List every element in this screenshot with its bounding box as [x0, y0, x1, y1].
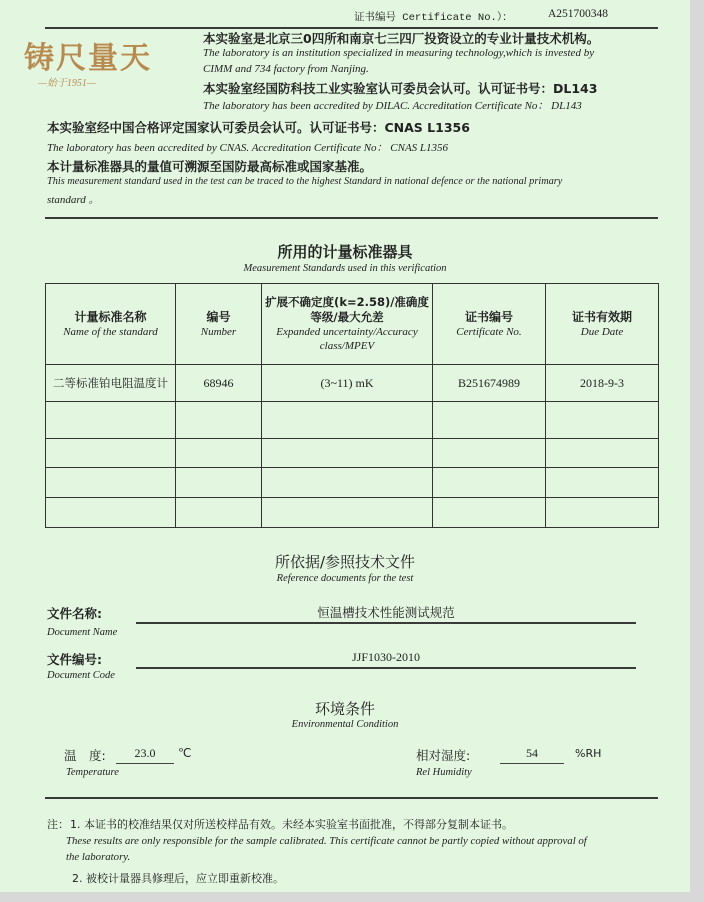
- cell-due-date: [546, 498, 659, 528]
- cell-number: [176, 468, 262, 498]
- cell-standard-name: [46, 439, 176, 468]
- cell-uncertainty: (3~11) mK: [262, 365, 433, 402]
- column-header-number: 编号 Number: [176, 284, 262, 365]
- document-name-underline: [136, 622, 636, 624]
- cell-number: [176, 402, 262, 439]
- table-row: [46, 439, 659, 468]
- temperature-underline: [116, 763, 174, 764]
- cell-due-date: [546, 439, 659, 468]
- environment-divider: [45, 797, 658, 799]
- column-header-name: 计量标准名称 Name of the standard: [46, 284, 176, 365]
- intro-line1-en-b: CIMM and 734 factory from Nanjing.: [203, 63, 369, 75]
- note1-en-a: These results are only responsible for the sample calibrated. This certificate cannot be partly copied without approval of: [66, 835, 587, 847]
- column-header-certificate-no: 证书编号 Certificate No.: [433, 284, 546, 365]
- cell-certificate-no: [433, 402, 546, 439]
- cell-certificate-no: B251674989: [433, 365, 546, 402]
- humidity-unit: %RH: [575, 747, 602, 760]
- intro-line1-cn: 本实验室是北京三0四所和南京七三四厂投资设立的专业计量技术机构。: [203, 31, 600, 46]
- intro-line2-cn: 本实验室经国防科技工业实验室认可委员会认可。认可证书号：DL143: [203, 81, 598, 96]
- cell-certificate-no: [433, 468, 546, 498]
- document-name-label-en: Document Name: [47, 627, 118, 638]
- cell-due-date: 2018-9-3: [546, 365, 659, 402]
- temperature-value: 23.0: [134, 746, 156, 760]
- cell-number: [176, 498, 262, 528]
- standards-title-cn: 所用的计量标准器具: [277, 243, 413, 261]
- column-header-uncertainty: 扩展不确定度(k=2.58)/准确度等级/最大允差 Expanded uncertainty/Accuracy class/MPEV: [262, 284, 433, 365]
- standards-table: [45, 283, 659, 528]
- cell-standard-name: [46, 498, 176, 528]
- intro-line1-en-a: The laboratory is an institution specialized in measuring technology,which is invested by: [203, 47, 595, 59]
- humidity-label-en: Rel Humidity: [416, 767, 472, 778]
- temperature-label-cn: 温 度:: [64, 748, 106, 763]
- intro-line4-en-a: This measurement standard used in the test can be traced to the highest Standard in national defence or the national primary: [47, 176, 563, 187]
- cell-due-date: [546, 402, 659, 439]
- cell-certificate-no: [433, 439, 546, 468]
- humidity-value: 54: [526, 746, 538, 760]
- standards-title-en: Measurement Standards used in this verification: [243, 263, 447, 274]
- temperature-label-en: Temperature: [66, 767, 119, 778]
- table-row: [46, 498, 659, 528]
- environment-title-cn: 环境条件: [314, 700, 375, 718]
- note2-cn: 2. 被校计量器具修理后，应立即重新校准。: [72, 872, 284, 885]
- cell-number: 68946: [176, 365, 262, 402]
- intro-divider: [45, 217, 658, 219]
- cell-standard-name: [46, 402, 176, 439]
- certificate-number-value: A251700348: [548, 8, 609, 20]
- cell-standard-name: [46, 468, 176, 498]
- reference-title-cn: 所依据/参照技术文件: [274, 553, 416, 571]
- humidity-label-cn: 相对湿度:: [416, 748, 471, 763]
- document-code-underline: [136, 667, 636, 669]
- intro-line3-en: The laboratory has been accredited by CNAS. Accreditation Certificate No： CNAS L1356: [47, 142, 449, 154]
- document-code-label-en: Document Code: [47, 670, 115, 681]
- table-row: [46, 468, 659, 498]
- note1-en-b: the laboratory.: [66, 851, 131, 863]
- intro-line3-cn: 本实验室经中国合格评定国家认可委员会认可。认可证书号：CNAS L1356: [47, 120, 470, 135]
- certificate-number-label: 证书编号 Certificate No.）：: [354, 12, 513, 24]
- column-header-due-date: 证书有效期 Due Date: [546, 284, 659, 365]
- table-row: [46, 365, 659, 402]
- cell-uncertainty: [262, 402, 433, 439]
- humidity-underline: [500, 763, 564, 764]
- document-code-label-cn: 文件编号:: [47, 652, 102, 667]
- cell-uncertainty: [262, 439, 433, 468]
- intro-line2-en: The laboratory has been accredited by DILAC. Accreditation Certificate No： DL143: [203, 100, 582, 112]
- table-row: [46, 402, 659, 439]
- reference-title-en: Reference documents for the test: [276, 573, 414, 584]
- company-logo-subtitle: —始于1951—: [38, 78, 96, 89]
- document-code-value: JJF1030-2010: [351, 650, 420, 664]
- cell-uncertainty: [262, 498, 433, 528]
- environment-title-en: Environmental Condition: [291, 719, 399, 730]
- cell-certificate-no: [433, 498, 546, 528]
- document-name-label-cn: 文件名称:: [47, 606, 102, 621]
- document-name-value: 恒温槽技术性能测试规范: [317, 605, 455, 620]
- cell-standard-name: 二等标准铂电阻温度计: [46, 365, 176, 402]
- table-header-row: [46, 284, 659, 365]
- cell-number: [176, 439, 262, 468]
- intro-line4-cn: 本计量标准器具的量值可溯源至国防最高标准或国家基准。: [47, 159, 373, 174]
- notes-prefix: 注：: [47, 818, 69, 831]
- note1-cn: 1. 本证书的校准结果仅对所送校样品有效。未经本实验室书面批准，不得部分复制本证书。: [70, 818, 513, 831]
- temperature-unit: ℃: [178, 746, 192, 760]
- intro-line4-en-b: standard 。: [47, 194, 100, 206]
- cell-due-date: [546, 468, 659, 498]
- cell-uncertainty: [262, 468, 433, 498]
- company-logo: 铸尺量天: [24, 41, 152, 76]
